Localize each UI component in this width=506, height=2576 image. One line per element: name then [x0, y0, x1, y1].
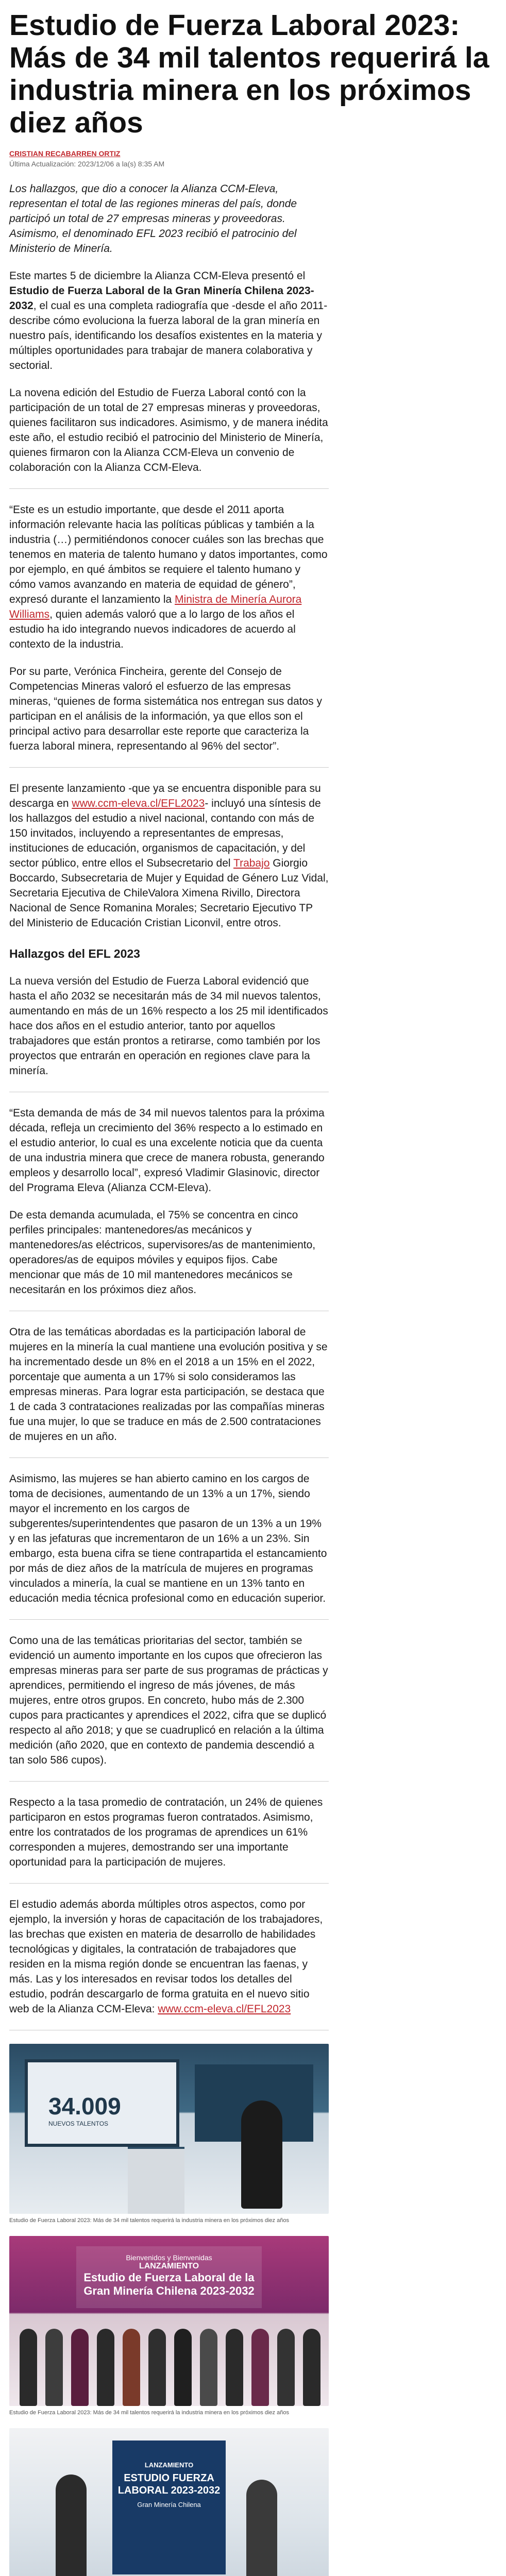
figure-1	[9, 2044, 329, 2225]
person	[148, 2329, 166, 2406]
paragraph-7: “Esta demanda de más de 34 mil nuevos talentos para la próxima década, refleja un crecimiento del 36% respecto a lo estimado en el estudio anterior, lo cual es una excelente noticia que da cuenta de una industria minera que crece de manera robusta, generando empleos y desarrollo local”, expresó Vladimir Glasinovic, director del Programa Eleva (Alianza CCM-Eleva).	[9, 1107, 325, 1194]
paragraph-12: Respecto a la tasa promedio de contratación, un 24% de quienes participaron en estos programas fueron contratados. Asimismo, entre los contratados de los programas de aprendices un 61% corresponden a mujeres, demostrando ser una importante oportunidad para la participación de mujeres.	[9, 1797, 323, 1868]
paragraph-1-text-a: Este martes 5 de diciembre la Alianza CCM-Eleva presentó el	[9, 270, 306, 282]
person	[246, 2480, 277, 2576]
trabajo-link[interactable]: Trabajo	[233, 857, 270, 869]
paragraph-4: Por su parte, Verónica Fincheira, gerente del Consejo de Competencias Mineras valoró el esfuerzo de las empresas mineras, “quienes de forma sistemática nos entregan sus datos y participan en el análisis de la información, ya que ellos son el principal activo para desarrollar este reporte que caracteriza la fuerza laboral minera, representando al 96% del sector”.	[9, 666, 322, 752]
figure-2	[9, 2236, 329, 2417]
section-heading: Hallazgos del EFL 2023	[9, 947, 140, 960]
paragraph-5	[9, 781, 329, 930]
person	[45, 2329, 63, 2406]
divider	[9, 767, 329, 768]
banner-launch: LANZAMIENTO	[139, 2262, 199, 2270]
stand-subtitle: Gran Minería Chilena	[137, 2501, 201, 2509]
person	[200, 2329, 217, 2406]
divider	[9, 1619, 329, 1620]
paragraph-3	[9, 502, 329, 652]
article-body	[9, 181, 329, 2576]
download-link[interactable]: www.ccm-eleva.cl/EFL2023	[72, 798, 205, 809]
banner-study: Estudio de Fuerza Laboral de la Gran Minería Chilena 2023-2032	[83, 2271, 255, 2297]
podium	[128, 2147, 184, 2214]
figure-1-caption: Estudio de Fuerza Laboral 2023: Más de 34 mil talentos requerirá la industria minera en los próximos diez años	[9, 2217, 289, 2224]
paragraph-9: Otra de las temáticas abordadas es la participación laboral de mujeres en la minería la cual mantiene una evolución positiva y se ha incrementado desde un 8% en el 2018 a un 15% en el 2022, porcentaje que aumenta a un 17% si solo consideramos las empresas mineras. Para lograr esta participación, se destaca que 1 de cada 3 contrataciones realizadas por las compañías mineras fue una mujer, lo que se traduce en más de 2.500 contrataciones de mujeres en un año.	[9, 1326, 328, 1443]
stand-launch: LANZAMIENTO	[144, 2461, 194, 2469]
paragraph-10: Asimismo, las mujeres se han abierto camino en los cargos de toma de decisiones, aumentando de un 13% a un 17%, siendo mayor el incremento en los cargos de subgerentes/superintendentes que pasaron de un 13% a un 19% y en las jefaturas que incrementaron de un 16% a un 23%. Sin embargo, esta buena cifra se tiene contrapartida el estancamiento por más de diez años de la matrícula de mujeres en programas vinculados a minería, la cual se mantiene en un 13% tanto en educación media técnica profesional como en educación superior.	[9, 1473, 327, 1604]
paragraph-6: La nueva versión del Estudio de Fuerza Laboral evidenció que hasta el año 2032 se necesitarán más de 34 mil nuevos talentos, aumentando en más de un 16% respecto a los 25 mil identificados hace dos años en el estudio anterior, tanto por aquellos trabajadores que están prontos a retirarse, como también por los proyectos que entrarán en operación en regiones clave para la minería.	[9, 975, 328, 1077]
stand-study: ESTUDIO FUERZA LABORAL 2023-2032	[117, 2472, 221, 2496]
paragraph-13	[9, 1897, 329, 2016]
person	[303, 2329, 321, 2406]
study-site-link[interactable]: www.ccm-eleva.cl/EFL2023	[158, 2003, 291, 2015]
article-title: Estudio de Fuerza Laboral 2023: Más de 34 mil talentos requerirá la industria minera en los próximos diez años	[9, 9, 490, 139]
divider	[9, 488, 329, 489]
group-of-people	[9, 2308, 329, 2406]
author-link[interactable]: CRISTIAN RECABARREN ORTIZ	[9, 149, 121, 158]
divider	[9, 1883, 329, 1884]
projection-screen	[25, 2059, 179, 2147]
last-updated: Última Actualización: 2023/12/06 a la(s) 8:35 AM	[9, 160, 165, 168]
person	[123, 2329, 140, 2406]
event-photo-presentation[interactable]	[9, 2044, 329, 2214]
paragraph-2: La novena edición del Estudio de Fuerza Laboral contó con la participación de un total de 27 empresas mineras y proveedoras, quienes facilitaron sus indicadores. Asimismo, y de manera inédita este año, el estudio recibió el patrocinio del Ministerio de Minería, quienes firmaron con la Alianza CCM-Eleva un convenio de colaboración con la Alianza CCM-Eleva.	[9, 387, 328, 473]
speaker-figure	[241, 2100, 282, 2209]
person	[277, 2329, 295, 2406]
person	[97, 2329, 114, 2406]
person	[56, 2475, 87, 2576]
paragraph-13-text-a: El estudio además aborda múltiples otros aspectos, como por ejemplo, la inversión y horas de capacitación de los trabajadores, las brechas que existen en materia de desarrollo de habilidades tecnológicas y digitales, la contratación de trabajadores que residen en la misma región donde se encuentran las faenas, y más. Las y los interesados en revisar todos los detalles del estudio, podrán descargarlo de forma gratuita en el nuevo sitio web de la Alianza CCM-Eleva:	[9, 1899, 323, 2015]
paragraph-1-text-c: , el cual es una completa radiografía que -desde el año 2011- describe cómo evoluciona la fuerza laboral de la gran minería en nuestro país, identificando los desafíos existentes en la materia y múltiples oportunidades para trabajar de manera colaborativa y sectorial.	[9, 300, 328, 371]
person	[251, 2329, 269, 2406]
screen-label: NUEVOS TALENTOS	[48, 2120, 109, 2127]
divider	[9, 1781, 329, 1782]
paragraph-8: De esta demanda acumulada, el 75% se concentra en cinco perfiles principales: mantenedores/as mecánicos y mantenedores/as eléctricos, supervisores/as de mantenimiento, operadores/as de equipos móviles y equipos fijos. Cabe mencionar que más de 10 mil mantenedores mecánicos se necesitarán en los próximos diez años.	[9, 1209, 316, 1296]
event-banner	[76, 2246, 262, 2308]
person	[174, 2329, 192, 2406]
paragraph-5-text-b: - incluyó una síntesis de los hallazgos del estudio a nivel nacional, contando con más de 150 invitados, incluyendo a representantes de empresas, instituciones de educación, organismos de capacitación, y del sector público, entre ellos el Subsecretario del	[9, 798, 321, 869]
study-name: Estudio de Fuerza Laboral de la Gran Minería Chilena 2023-2032	[9, 285, 314, 312]
paragraph-5-text-c: Giorgio Boccardo, Subsecretaria de Mujer y Equidad de Género Luz Vidal, Secretaria Ejecutiva de ChileValora Ximena Rivillo, Directora Nacional de Sence Romanina Morales; Secretario Ejecutivo TP del Ministerio de Educación Cristian Liconvil, entre otros.	[9, 857, 329, 929]
figure-2-caption: Estudio de Fuerza Laboral 2023: Más de 34 mil talentos requerirá la industria minera en los próximos diez años	[9, 2410, 289, 2416]
paragraph-1	[9, 268, 329, 373]
person	[71, 2329, 89, 2406]
article-lead: Los hallazgos, que dio a conocer la Alianza CCM-Eleva, representan el total de las regiones mineras del país, donde participó un total de 27 empresas mineras y proveedoras. Asimismo, el denominado EFL 2023 recibió el patrocinio del Ministerio de Minería.	[9, 183, 297, 255]
person	[226, 2329, 243, 2406]
launch-stand	[112, 2441, 226, 2574]
paragraph-3-text-a: “Este es un estudio importante, que desde el 2011 aporta información relevante hacia las políticas públicas y también a la industria (…) permitiéndonos conocer cuáles son las brechas que tenemos en materia de talento humano y datos importantes, como por ejemplo, en qué ámbitos se requiere el talento humano y cómo vamos avanzando en materia de equidad de género”, expresó durante el lanzamiento la	[9, 504, 328, 605]
person	[20, 2329, 37, 2406]
screen-number: 34.009	[48, 2093, 121, 2120]
paragraph-3-text-b: , quien además valoró que a lo largo de los años el estudio ha ido integrando nuevos indicadores de acuerdo al contexto de la industria.	[9, 608, 296, 650]
minister-link[interactable]: Ministra de Minería Aurora Williams	[9, 594, 302, 620]
event-photo-stand[interactable]	[9, 2428, 329, 2576]
event-photo-group[interactable]	[9, 2236, 329, 2406]
banner-welcome: Bienvenidos y Bienvenidas	[126, 2253, 212, 2262]
figure-3	[9, 2428, 329, 2576]
paragraph-11: Como una de las temáticas prioritarias del sector, también se evidenció un aumento importante en los cupos que ofrecieron las empresas mineras para ser parte de sus programas de prácticas y aprendices, permitiendo el ingreso de más jóvenes, de más mujeres, entre otros grupos. En concreto, hubo más de 2.300 cupos para practicantes y aprendices el 2022, cifra que se duplicó respecto al año 2018; y que se cuadruplicó en relación a la última medición (año 2020, que en contexto de pandemia descendió a tan solo 586 cupos).	[9, 1635, 328, 1766]
paragraph-5-text-a: El presente lanzamiento -que ya se encuentra disponible para su descarga en	[9, 783, 321, 809]
